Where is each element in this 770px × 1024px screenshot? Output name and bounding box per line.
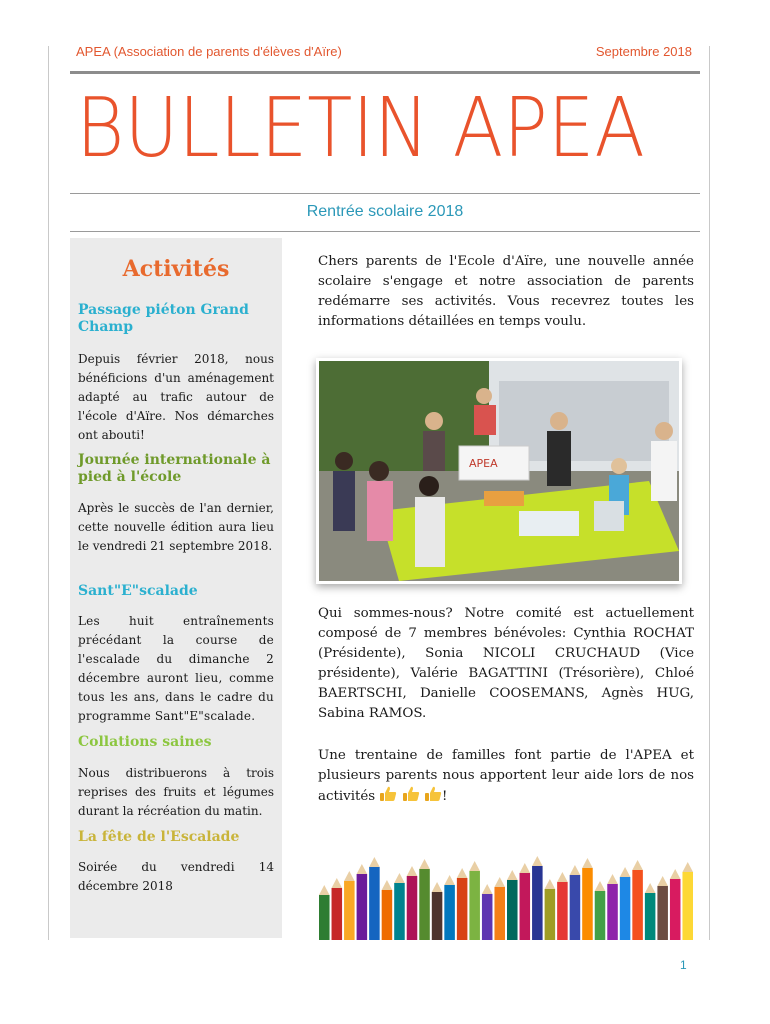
pencil-body xyxy=(545,889,556,940)
pencil-body xyxy=(532,866,543,940)
pencil-tip xyxy=(595,881,606,891)
pencil-tip xyxy=(369,857,380,867)
pencil-tip xyxy=(432,882,443,892)
thumbs-up-icon xyxy=(379,786,397,802)
pencil-body xyxy=(432,892,443,940)
pencil-tip xyxy=(344,871,355,881)
colored-pencils-image xyxy=(318,850,694,940)
pencil-body xyxy=(394,883,405,940)
pencil-body xyxy=(557,882,568,940)
banner-text: APEA xyxy=(469,457,498,470)
pencil-tip xyxy=(520,863,531,873)
subtitle: Rentrée scolaire 2018 xyxy=(306,203,464,220)
pencil-body xyxy=(457,878,468,940)
bulletin-title: BULLETIN APEA xyxy=(76,81,645,176)
section-text-escalade: Soirée du vendredi 14 décembre 2018 xyxy=(78,860,274,893)
pencil-tip xyxy=(457,868,468,878)
pencil-tip xyxy=(607,874,618,884)
section-text-pedestrian: Depuis février 2018, nous bénéficions d'un aménagement adapté au trafic autour de l'école d'Aïre. Nos démarches ont abouti! xyxy=(78,352,274,442)
pencil-tip xyxy=(645,883,656,893)
pencil-tip xyxy=(507,870,518,880)
pencil-tip xyxy=(582,858,593,868)
pencil-tip xyxy=(570,865,581,875)
event-photo-illustration xyxy=(319,361,679,581)
section-heading-pedestrian: Passage piéton Grand Champ xyxy=(78,302,249,335)
pencil-tip xyxy=(382,880,393,890)
pencil-body xyxy=(570,875,581,940)
pencil-body xyxy=(332,888,343,940)
section-heading-walk-day: Journée internationale à pied à l'école xyxy=(78,452,271,485)
pencil-tip xyxy=(469,861,480,871)
pencil-tip xyxy=(620,867,631,877)
left-margin-line xyxy=(48,46,49,940)
pencil-body xyxy=(620,877,631,940)
title-rule xyxy=(70,193,700,194)
pencil-body xyxy=(507,880,518,940)
header-date: Septembre 2018 xyxy=(595,44,692,59)
pencil-tip xyxy=(444,875,455,885)
pencil-body xyxy=(682,872,693,940)
pencil-body xyxy=(357,874,368,940)
pencil-body xyxy=(407,876,418,940)
families-exclamation: ! xyxy=(441,789,448,804)
pencil-body xyxy=(632,870,643,940)
pencil-tip xyxy=(532,856,543,866)
pencil-body xyxy=(382,890,393,940)
pencil-tip xyxy=(357,864,368,874)
pencil-body xyxy=(520,873,531,940)
families-text: Une trentaine de familles font partie de l'APEA et plusieurs parents nous apportent leur aide lors de nos activités xyxy=(318,748,694,804)
thumbs-up-icon xyxy=(424,786,442,802)
right-margin-line xyxy=(709,46,710,940)
thumbs-up-icon xyxy=(402,786,420,802)
pencil-body xyxy=(645,893,656,940)
section-text-snacks: Nous distribuerons à trois reprises des fruits et légumes durant la récréation du matin. xyxy=(78,766,274,818)
event-photo xyxy=(316,358,682,584)
section-heading-snacks: Collations saines xyxy=(78,734,212,750)
pencil-tip xyxy=(657,876,668,886)
pencil-tip xyxy=(419,859,430,869)
activities-sidebar xyxy=(70,238,282,938)
section-text-walk-day: Après le succès de l'an dernier, cette nouvelle édition aura lieu le vendredi 21 septembre 2018. xyxy=(78,501,274,553)
pencil-body xyxy=(582,868,593,940)
pencil-body xyxy=(494,887,505,940)
pencil-body xyxy=(419,869,430,940)
pencil-tip xyxy=(319,885,330,895)
pencil-tip xyxy=(682,862,693,872)
pencil-body xyxy=(319,895,330,940)
section-heading-escalade: La fête de l'Escalade xyxy=(78,829,240,845)
pencil-tip xyxy=(407,866,418,876)
pencil-tip xyxy=(545,879,556,889)
pencil-tip xyxy=(632,860,643,870)
sidebar-title: Activités xyxy=(122,256,230,282)
pencil-body xyxy=(369,867,380,940)
committee-paragraph: Qui sommes-nous? Notre comité est actuellement composé de 7 membres bénévoles: Cynthia ROCHAT (Présidente), Sonia NICOLI CRUCHAUD (Vice présidente), Valérie BAGATTINI (Trésorière), Chloé BAERTSCHI, Danielle COOSEMANS, Agnès HUG, Sabina RAMOS. xyxy=(318,606,694,721)
pencil-tip xyxy=(557,872,568,882)
pencil-tip xyxy=(670,869,681,879)
intro-paragraph: Chers parents de l'Ecole d'Aïre, une nouvelle année scolaire s'engage et notre association de parents redémarre ses activités. Vous recevrez toutes les informations détaillées en temps voulu. xyxy=(318,254,694,329)
section-text-santescalade: Les huit entraînements précédant la course de l'escalade du dimanche 2 décembre auront lieu, comme tous les ans, dans le cadre du programme Sant"E"scalade. xyxy=(78,614,274,723)
pencil-body xyxy=(444,885,455,940)
pencil-tip xyxy=(494,877,505,887)
pencil-tip xyxy=(482,884,493,894)
pencil-body xyxy=(657,886,668,940)
pencil-tip xyxy=(394,873,405,883)
pencil-body xyxy=(670,879,681,940)
pencil-body xyxy=(607,884,618,940)
subtitle-rule xyxy=(70,231,700,232)
header-rule xyxy=(70,71,700,74)
header-org: APEA (Association de parents d'élèves d'Aïre) xyxy=(76,44,342,59)
families-paragraph xyxy=(318,746,694,807)
pencil-body xyxy=(595,891,606,940)
section-heading-santescalade: Sant"E"scalade xyxy=(78,583,198,599)
pencil-body xyxy=(469,871,480,940)
page-number: 1 xyxy=(680,958,687,972)
pencil-body xyxy=(482,894,493,940)
pencil-tip xyxy=(332,878,343,888)
pencil-body xyxy=(344,881,355,940)
